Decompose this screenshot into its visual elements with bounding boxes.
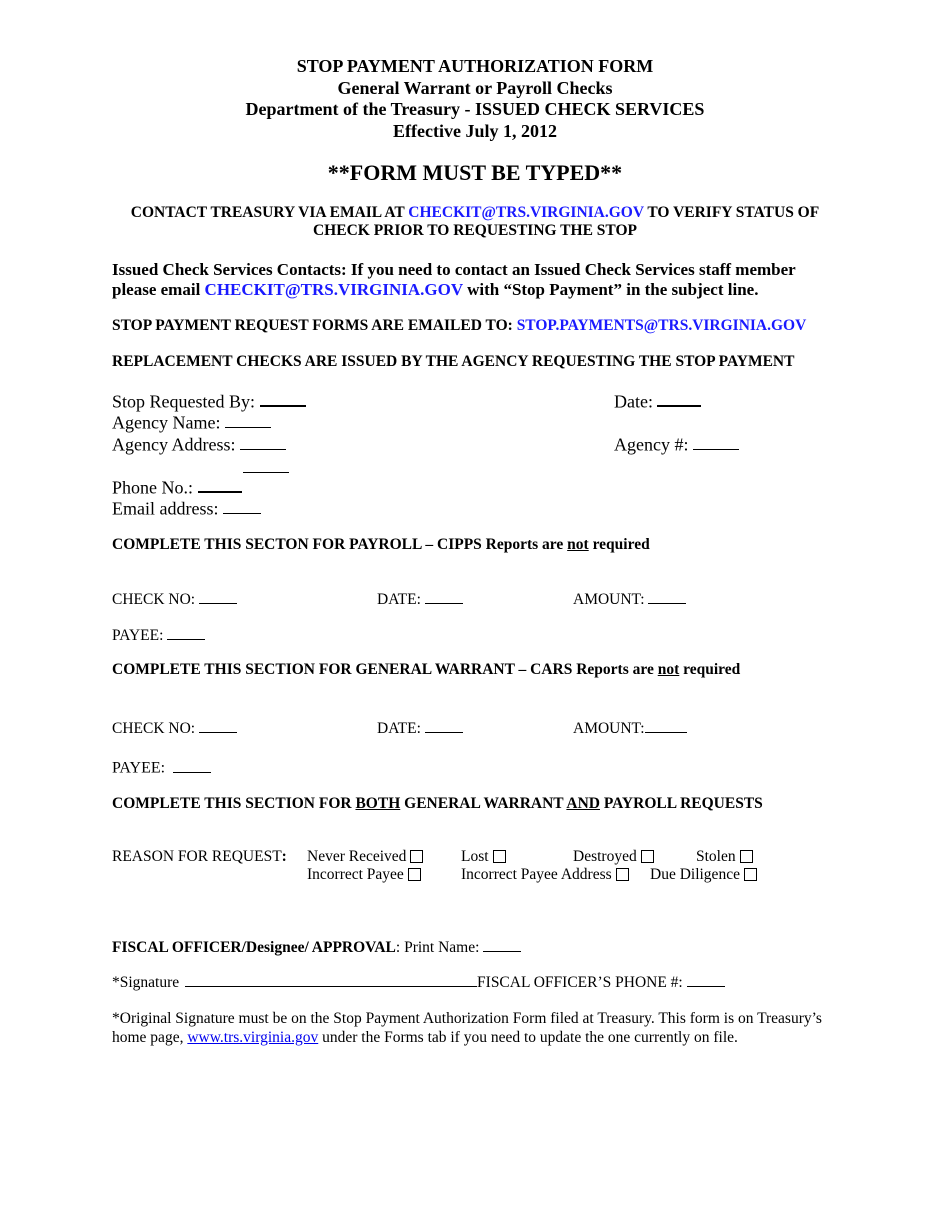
- both-section-heading: COMPLETE THIS SECTION FOR BOTH GENERAL WARRANT AND PAYROLL REQUESTS: [112, 795, 763, 812]
- effective-date: Effective July 1, 2012: [393, 120, 557, 141]
- department-name: Department of the Treasury - ISSUED CHECK SERVICES: [245, 99, 705, 119]
- request-date-field[interactable]: Date:: [614, 390, 701, 412]
- form-subtitle: General Warrant or Payroll Checks: [337, 77, 613, 98]
- replacement-notice: REPLACEMENT CHECKS ARE ISSUED BY THE AGENCY REQUESTING THE STOP PAYMENT: [112, 353, 795, 370]
- reason-destroyed[interactable]: Destroyed: [573, 848, 654, 866]
- payroll-check-no-field[interactable]: CHECK NO:: [112, 590, 237, 609]
- warrant-check-no-field[interactable]: CHECK NO:: [112, 719, 237, 738]
- agency-address-input[interactable]: [240, 434, 286, 450]
- phone-input[interactable]: [198, 476, 242, 493]
- signature-field[interactable]: *Signature FISCAL OFFICER’S PHONE #:: [112, 973, 725, 992]
- agency-address-line2-input[interactable]: [243, 458, 289, 473]
- payroll-section-heading: COMPLETE THIS SECTON FOR PAYROLL – CIPPS Reports are not required: [112, 536, 650, 553]
- destroyed-checkbox[interactable]: [641, 850, 654, 863]
- reason-for-request-label: REASON FOR REQUEST:: [112, 848, 287, 865]
- payroll-check-no-input[interactable]: [199, 590, 237, 604]
- payroll-date-input[interactable]: [425, 590, 463, 604]
- reason-due-diligence[interactable]: Due Diligence: [650, 866, 757, 884]
- agency-number-field[interactable]: Agency #:: [614, 434, 739, 455]
- reason-lost[interactable]: Lost: [461, 848, 506, 866]
- must-be-typed-notice: **FORM MUST BE TYPED**: [327, 160, 623, 185]
- reason-incorrect-payee[interactable]: Incorrect Payee: [307, 866, 421, 884]
- stop-requested-by-input[interactable]: [260, 390, 306, 407]
- stop-payments-email-link[interactable]: STOP.PAYMENTS@TRS.VIRGINIA.GOV: [516, 317, 807, 334]
- incorrect-payee-checkbox[interactable]: [408, 868, 421, 881]
- warrant-section-heading: COMPLETE THIS SECTION FOR GENERAL WARRANT – CARS Reports are not required: [112, 661, 741, 678]
- emailed-to-notice: STOP PAYMENT REQUEST FORMS ARE EMAILED TO: STOP.PAYMENTS@TRS.VIRGINIA.GOV: [112, 317, 807, 334]
- reason-stolen[interactable]: Stolen: [696, 848, 753, 866]
- warrant-amount-input[interactable]: [645, 719, 687, 733]
- due-diligence-checkbox[interactable]: [744, 868, 757, 881]
- form-title: STOP PAYMENT AUTHORIZATION FORM: [296, 56, 654, 76]
- fiscal-officer-approval-field[interactable]: FISCAL OFFICER/Designee/ APPROVAL: Print Name:: [112, 938, 521, 957]
- stop-requested-by-field[interactable]: Stop Requested By:: [112, 390, 306, 412]
- incorrect-payee-address-checkbox[interactable]: [616, 868, 629, 881]
- reason-never-received[interactable]: Never Received: [307, 848, 423, 866]
- officer-phone-label: FISCAL OFFICER’S PHONE #:: [477, 974, 683, 992]
- checkit-email-link[interactable]: CHECKIT@TRS.VIRGINIA.GOV: [408, 204, 644, 221]
- officer-phone-input[interactable]: [687, 973, 725, 987]
- payroll-date-field[interactable]: DATE:: [377, 590, 463, 609]
- request-date-input[interactable]: [657, 390, 701, 407]
- warrant-date-field[interactable]: DATE:: [377, 719, 463, 738]
- treasury-website-link[interactable]: www.trs.virginia.gov: [187, 1029, 319, 1046]
- email-field[interactable]: Email address:: [112, 498, 261, 519]
- payroll-amount-field[interactable]: AMOUNT:: [573, 590, 686, 609]
- contact-notice: CONTACT TREASURY VIA EMAIL AT CHECKIT@TRS.VIRGINIA.GOV TO VERIFY STATUS OF CHECK PRIOR TO REQUESTING THE STOP: [130, 204, 820, 239]
- agency-address-field[interactable]: Agency Address:: [112, 434, 286, 455]
- staff-email-link[interactable]: CHECKIT@TRS.VIRGINIA.GOV: [204, 280, 463, 299]
- footer-note: *Original Signature must be on the Stop Payment Authorization Form filed at Treasury. This form is on Treasury’s home page, www.trs.virginia.gov under the Forms tab if you need to update the one currently on file.: [112, 1010, 822, 1046]
- agency-number-input[interactable]: [693, 434, 739, 450]
- reason-incorrect-payee-address[interactable]: Incorrect Payee Address: [461, 866, 629, 884]
- warrant-check-no-input[interactable]: [199, 719, 237, 733]
- warrant-amount-field[interactable]: AMOUNT:: [573, 719, 687, 738]
- warrant-payee-input[interactable]: [173, 758, 211, 773]
- payroll-payee-field[interactable]: PAYEE:: [112, 626, 205, 645]
- approval-label: FISCAL OFFICER/Designee/ APPROVAL: [112, 939, 396, 957]
- warrant-payee-field[interactable]: PAYEE:: [112, 758, 211, 778]
- lost-checkbox[interactable]: [493, 850, 506, 863]
- payroll-payee-input[interactable]: [167, 626, 205, 640]
- agency-name-input[interactable]: [225, 412, 271, 428]
- never-received-checkbox[interactable]: [410, 850, 423, 863]
- signature-input[interactable]: [185, 973, 477, 987]
- email-input[interactable]: [223, 498, 261, 514]
- staff-contacts-notice: Issued Check Services Contacts: If you need to contact an Issued Check Services staff member please email CHECKIT@TRS.VIRGINIA.GOV with “Stop Payment” in the subject line.: [112, 260, 796, 299]
- warrant-date-input[interactable]: [425, 719, 463, 733]
- stolen-checkbox[interactable]: [740, 850, 753, 863]
- phone-field[interactable]: Phone No.:: [112, 476, 242, 498]
- payroll-amount-input[interactable]: [648, 590, 686, 604]
- form-header: [0, 56, 950, 142]
- agency-name-field[interactable]: Agency Name:: [112, 412, 271, 433]
- print-name-input[interactable]: [483, 938, 521, 952]
